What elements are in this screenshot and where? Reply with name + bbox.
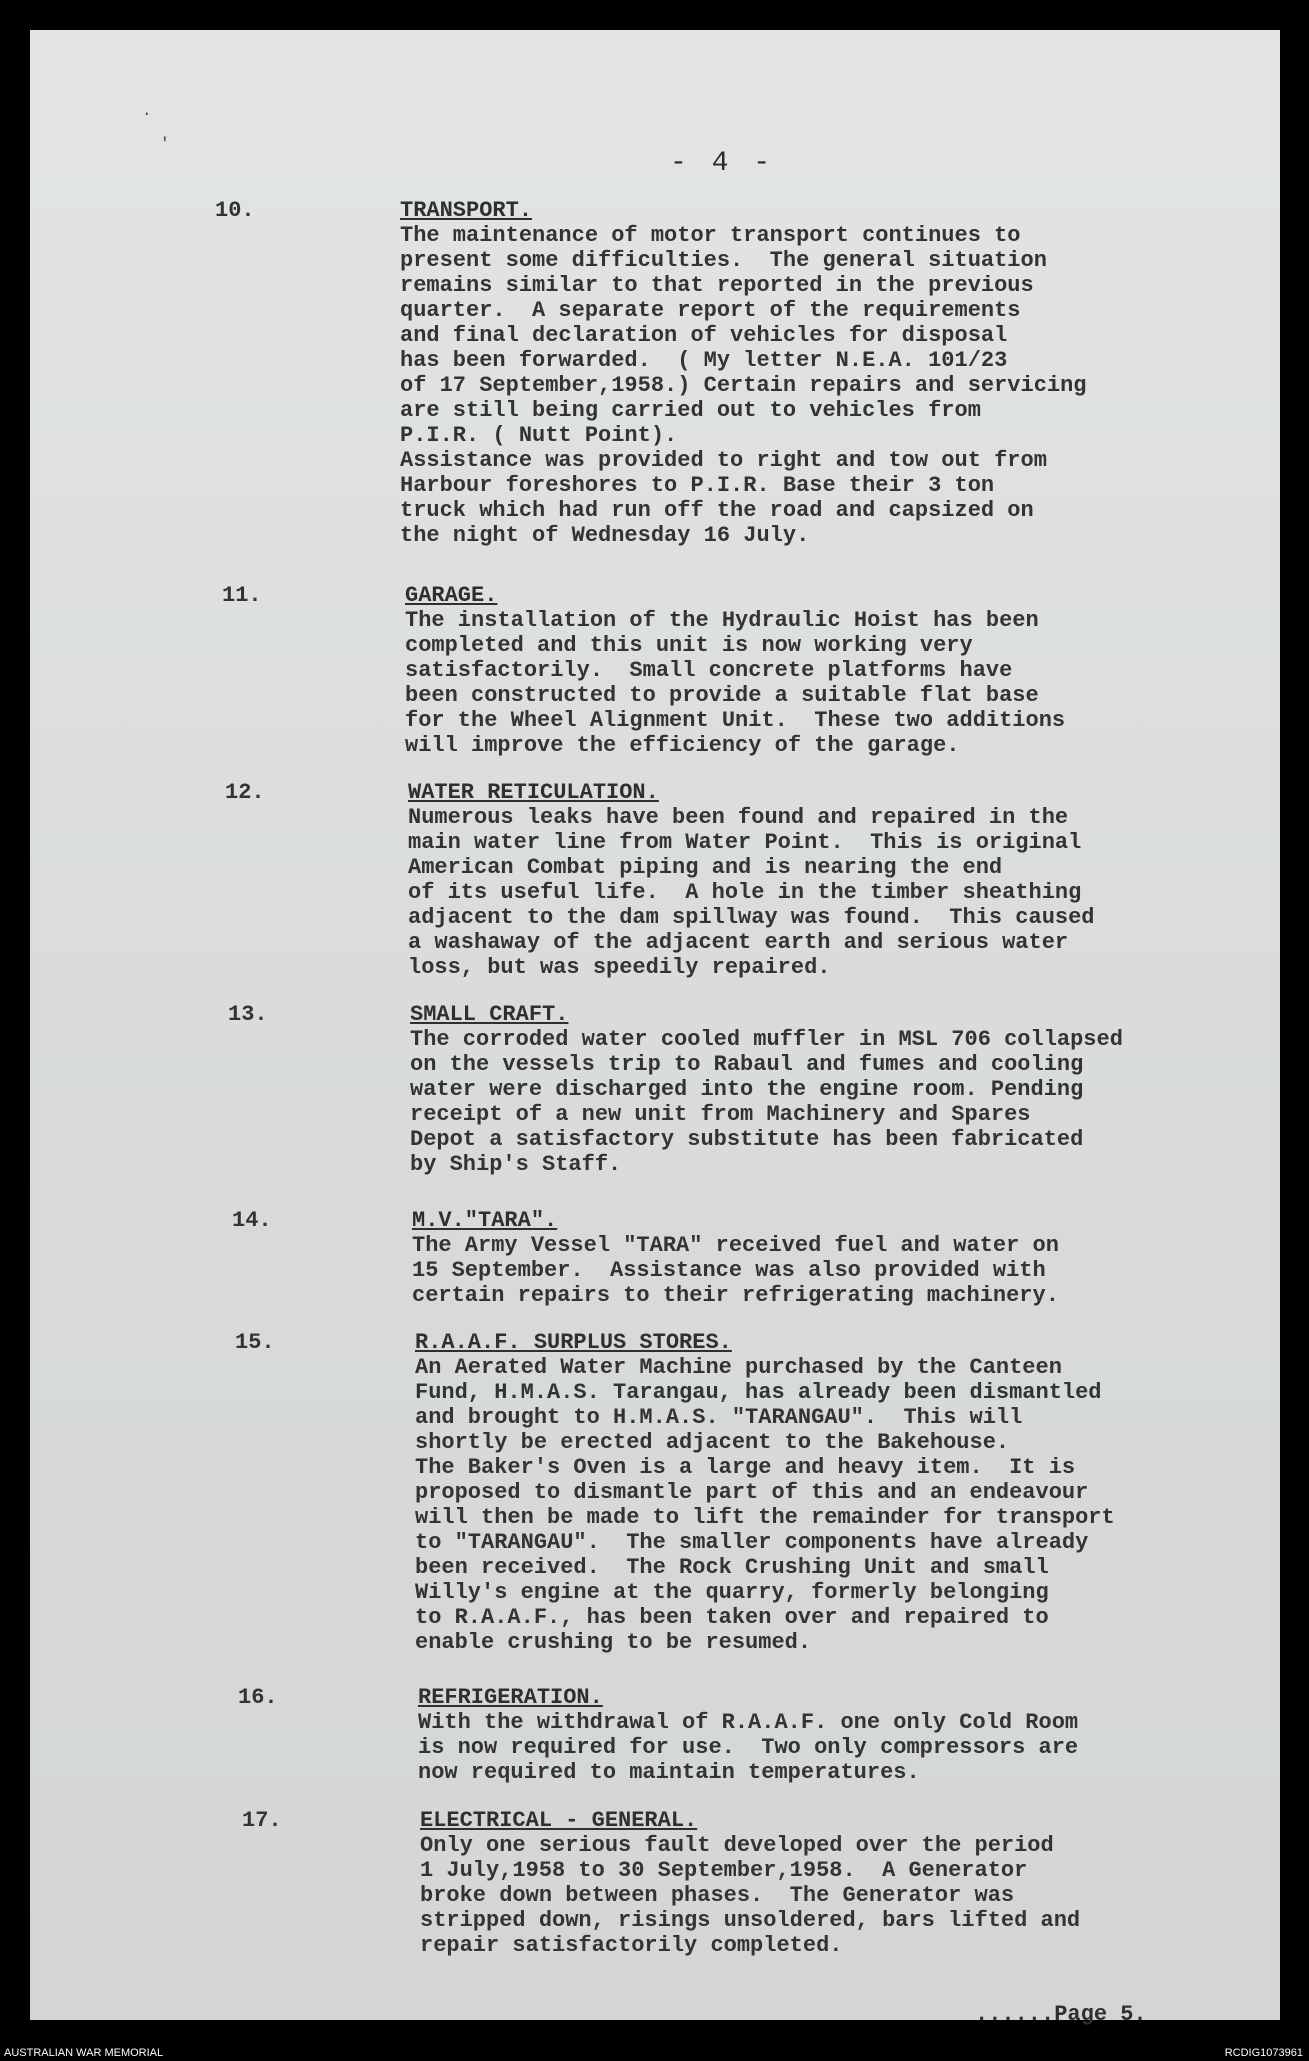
continued-page-note: ......Page 5. — [975, 2002, 1147, 2027]
section-line: An Aerated Water Machine purchased by the Canteen — [415, 1355, 1062, 1380]
section-line: been received. The Rock Crushing Unit and small — [415, 1555, 1049, 1580]
section-line: remains similar to that reported in the previous — [400, 273, 1034, 298]
section-line: are still being carried out to vehicles from — [400, 398, 981, 423]
section-heading: M.V."TARA". — [412, 1208, 558, 1233]
section-line: will improve the efficiency of the garage. — [405, 733, 960, 758]
section-line: satisfactorily. Small concrete platforms have — [405, 658, 1013, 683]
section-line: and brought to H.M.A.S. "TARANGAU". This will — [415, 1405, 1023, 1430]
section-line: proposed to dismantle part of this and an endeavour — [415, 1480, 1089, 1505]
section-line: completed and this unit is now working very — [405, 633, 973, 658]
section-line: by Ship's Staff. — [410, 1152, 622, 1177]
section-number: 13. — [228, 1002, 268, 1027]
section-line: American Combat piping and is nearing the end — [408, 855, 1003, 880]
section-heading: GARAGE. — [405, 583, 498, 608]
section-number: 14. — [232, 1208, 272, 1233]
section-body — [420, 1808, 1280, 1958]
section-number: 15. — [235, 1330, 275, 1355]
section-heading: R.A.A.F. SURPLUS STORES. — [415, 1330, 732, 1355]
section-line: will then be made to lift the remainder for transport — [415, 1505, 1115, 1530]
section-line: truck which had run off the road and capsized on — [400, 498, 1034, 523]
section-line: Willy's engine at the quarry, formerly belonging — [415, 1580, 1049, 1605]
section-line: repair satisfactorily completed. — [420, 1933, 843, 1958]
section-line: 1 July,1958 to 30 September,1958. A Generator — [420, 1858, 1028, 1883]
section-number: 10. — [215, 198, 255, 223]
section-line: certain repairs to their refrigerating machinery. — [412, 1283, 1059, 1308]
section-heading: REFRIGERATION. — [418, 1685, 603, 1710]
page-number: - 4 - — [670, 148, 775, 179]
section-line: adjacent to the dam spillway was found. This caused — [408, 905, 1095, 930]
section-line: a washaway of the adjacent earth and serious water — [408, 930, 1069, 955]
section-number: 17. — [242, 1808, 282, 1833]
section-line: of 17 September,1958.) Certain repairs and servicing — [400, 373, 1087, 398]
section-number: 11. — [222, 583, 262, 608]
margin-mark: ' — [160, 135, 170, 153]
section-body — [415, 1330, 1275, 1655]
section-line: Fund, H.M.A.S. Tarangau, has already been dismantled — [415, 1380, 1102, 1405]
section-line: main water line from Water Point. This is original — [408, 830, 1082, 855]
section-line: The installation of the Hydraulic Hoist has been — [405, 608, 1039, 633]
archive-label: AUSTRALIAN WAR MEMORIAL — [4, 2047, 164, 2059]
section-number: 16. — [238, 1685, 278, 1710]
document-page — [30, 30, 1280, 2027]
section-line: The Baker's Oven is a large and heavy item. It is — [415, 1455, 1076, 1480]
section-line: and final declaration of vehicles for disposal — [400, 323, 1008, 348]
section-line: Depot a satisfactory substitute has been fabricated — [410, 1127, 1084, 1152]
section-line: Only one serious fault developed over the period — [420, 1833, 1054, 1858]
section-body — [405, 583, 1265, 758]
section-line: for the Wheel Alignment Unit. These two additions — [405, 708, 1066, 733]
section-number: 12. — [225, 780, 265, 805]
section-line: to R.A.A.F., has been taken over and repaired to — [415, 1605, 1049, 1630]
section-body — [418, 1685, 1278, 1785]
section-heading: SMALL CRAFT. — [410, 1002, 569, 1027]
section-line: enable crushing to be resumed. — [415, 1630, 812, 1655]
section-body — [410, 1002, 1270, 1177]
section-line: With the withdrawal of R.A.A.F. one only Cold Room — [418, 1710, 1079, 1735]
section-line: The maintenance of motor transport continues to — [400, 223, 1021, 248]
section-line: 15 September. Assistance was also provided with — [412, 1258, 1046, 1283]
section-heading: WATER RETICULATION. — [408, 780, 659, 805]
section-line: now required to maintain temperatures. — [418, 1760, 920, 1785]
section-heading: TRANSPORT. — [400, 198, 533, 223]
section-body — [408, 780, 1268, 980]
section-line: stripped down, risings unsoldered, bars lifted and — [420, 1908, 1081, 1933]
section-line: shortly be erected adjacent to the Bakehouse. — [415, 1430, 1010, 1455]
section-line: receipt of a new unit from Machinery and Spares — [410, 1102, 1031, 1127]
section-body — [400, 198, 1260, 548]
section-line: been constructed to provide a suitable flat base — [405, 683, 1039, 708]
archive-id: RCDIG1073961 — [1224, 2047, 1303, 2059]
section-line: is now required for use. Two only compressors are — [418, 1735, 1079, 1760]
section-line: quarter. A separate report of the requirements — [400, 298, 1021, 323]
section-line: on the vessels trip to Rabaul and fumes and cooling — [410, 1052, 1084, 1077]
section-line: to "TARANGAU". The smaller components have already — [415, 1530, 1089, 1555]
margin-mark: · — [142, 105, 152, 123]
section-line: has been forwarded. ( My letter N.E.A. 101/23 — [400, 348, 1008, 373]
section-line: loss, but was speedily repaired. — [408, 955, 831, 980]
section-heading: ELECTRICAL - GENERAL. — [420, 1808, 698, 1833]
section-line: The Army Vessel "TARA" received fuel and water on — [412, 1233, 1059, 1258]
section-line: Assistance was provided to right and tow out from — [400, 448, 1047, 473]
section-body — [412, 1208, 1272, 1308]
section-line: broke down between phases. The Generator was — [420, 1883, 1015, 1908]
section-line: water were discharged into the engine room. Pending — [410, 1077, 1084, 1102]
section-line: The corroded water cooled muffler in MSL 706 collapsed — [410, 1027, 1123, 1052]
section-line: of its useful life. A hole in the timber sheathing — [408, 880, 1082, 905]
section-line: present some difficulties. The general situation — [400, 248, 1047, 273]
section-line: Harbour foreshores to P.I.R. Base their 3 ton — [400, 473, 995, 498]
section-line: P.I.R. ( Nutt Point). — [400, 423, 678, 448]
section-line: the night of Wednesday 16 July. — [400, 523, 810, 548]
section-line: Numerous leaks have been found and repaired in the — [408, 805, 1069, 830]
